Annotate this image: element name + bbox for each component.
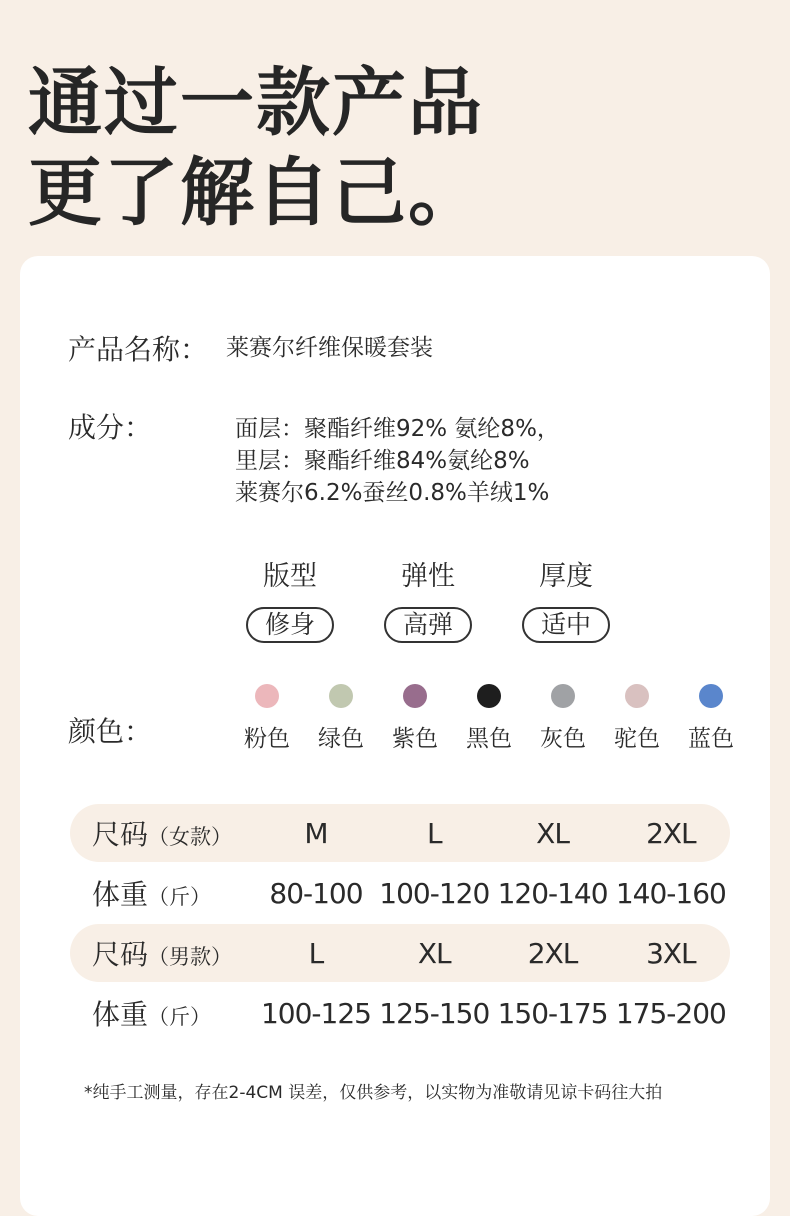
size-row-women xyxy=(70,804,730,862)
color-name: 绿色 xyxy=(318,726,364,752)
product-name-label: 产品名称： xyxy=(68,333,209,366)
color-label: 颜色： xyxy=(68,715,153,748)
product-name-row xyxy=(68,328,433,368)
size-cell: 2XL xyxy=(646,816,696,850)
attribute-elasticity xyxy=(384,554,522,643)
size-chart xyxy=(70,804,730,1044)
color-option xyxy=(304,684,378,753)
color-swatch-dot xyxy=(699,684,723,708)
color-swatch-dot xyxy=(551,684,575,708)
attribute-value-badge: 高弹 xyxy=(384,607,472,643)
color-name: 黑色 xyxy=(466,726,512,752)
color-swatches xyxy=(230,684,748,753)
composition-line: 莱赛尔6.2%蚕丝0.8%羊绒1% xyxy=(235,480,550,506)
size-row-label: 尺码（男款） xyxy=(92,938,233,971)
attribute-fit xyxy=(246,554,384,643)
size-cell: L xyxy=(426,816,442,850)
attribute-title: 弹性 xyxy=(401,561,455,592)
size-cell: L xyxy=(308,936,324,970)
measurement-footnote: *纯手工测量，存在2-4CM 误差，仅供参考，以实物为准敬请见谅卡码往大拍 xyxy=(84,1083,663,1103)
headline xyxy=(28,58,484,238)
composition-line: 面层：聚酯纤维92% 氨纶8%， xyxy=(235,416,560,442)
color-option xyxy=(452,684,526,753)
color-option xyxy=(600,684,674,753)
weight-cell: 140-160 xyxy=(615,876,726,910)
weight-row-men xyxy=(70,984,730,1042)
attribute-title: 版型 xyxy=(263,561,317,592)
size-cell: 2XL xyxy=(527,936,578,970)
color-option xyxy=(378,684,452,753)
color-swatch-dot xyxy=(477,684,501,708)
color-swatch-dot xyxy=(403,684,427,708)
size-cell: 3XL xyxy=(646,936,696,970)
attribute-value-badge: 修身 xyxy=(246,607,334,643)
headline-line-1: 通过一款产品 xyxy=(28,60,484,146)
composition-label: 成分： xyxy=(68,411,153,444)
color-swatch-dot xyxy=(255,684,279,708)
attribute-title: 厚度 xyxy=(539,561,593,592)
weight-cell: 100-125 xyxy=(260,996,371,1030)
color-name: 粉色 xyxy=(244,726,290,752)
weight-row-women xyxy=(70,864,730,922)
product-name-value: 莱赛尔纤维保暖套装 xyxy=(226,335,434,361)
color-option xyxy=(674,684,748,753)
size-row-men xyxy=(70,924,730,982)
attribute-thickness xyxy=(522,554,660,643)
size-row-label: 尺码（女款） xyxy=(92,818,233,851)
weight-cell: 150-175 xyxy=(497,996,608,1030)
color-option xyxy=(526,684,600,753)
weight-cell: 175-200 xyxy=(615,996,726,1030)
color-name: 紫色 xyxy=(392,726,438,752)
color-option xyxy=(230,684,304,753)
color-swatch-dot xyxy=(625,684,649,708)
weight-row-label: 体重（斤） xyxy=(92,998,212,1031)
headline-line-2: 更了解自己。 xyxy=(28,150,484,236)
size-cell: XL xyxy=(417,936,451,970)
color-swatch-dot xyxy=(329,684,353,708)
weight-cell: 120-140 xyxy=(497,876,608,910)
composition-line: 里层：聚酯纤维84%氨纶8% xyxy=(235,448,530,474)
weight-cell: 80-100 xyxy=(269,876,363,910)
product-info-card xyxy=(20,256,770,1216)
attributes xyxy=(246,554,660,643)
composition-lines xyxy=(235,413,560,509)
color-name: 灰色 xyxy=(540,726,586,752)
color-name: 驼色 xyxy=(614,726,660,752)
color-name: 蓝色 xyxy=(688,726,734,752)
size-cell: XL xyxy=(536,816,569,850)
attribute-value-badge: 适中 xyxy=(522,607,610,643)
weight-cell: 125-150 xyxy=(379,996,490,1030)
weight-cell: 100-120 xyxy=(379,876,490,910)
weight-row-label: 体重（斤） xyxy=(92,878,212,911)
size-cell: M xyxy=(304,816,328,850)
